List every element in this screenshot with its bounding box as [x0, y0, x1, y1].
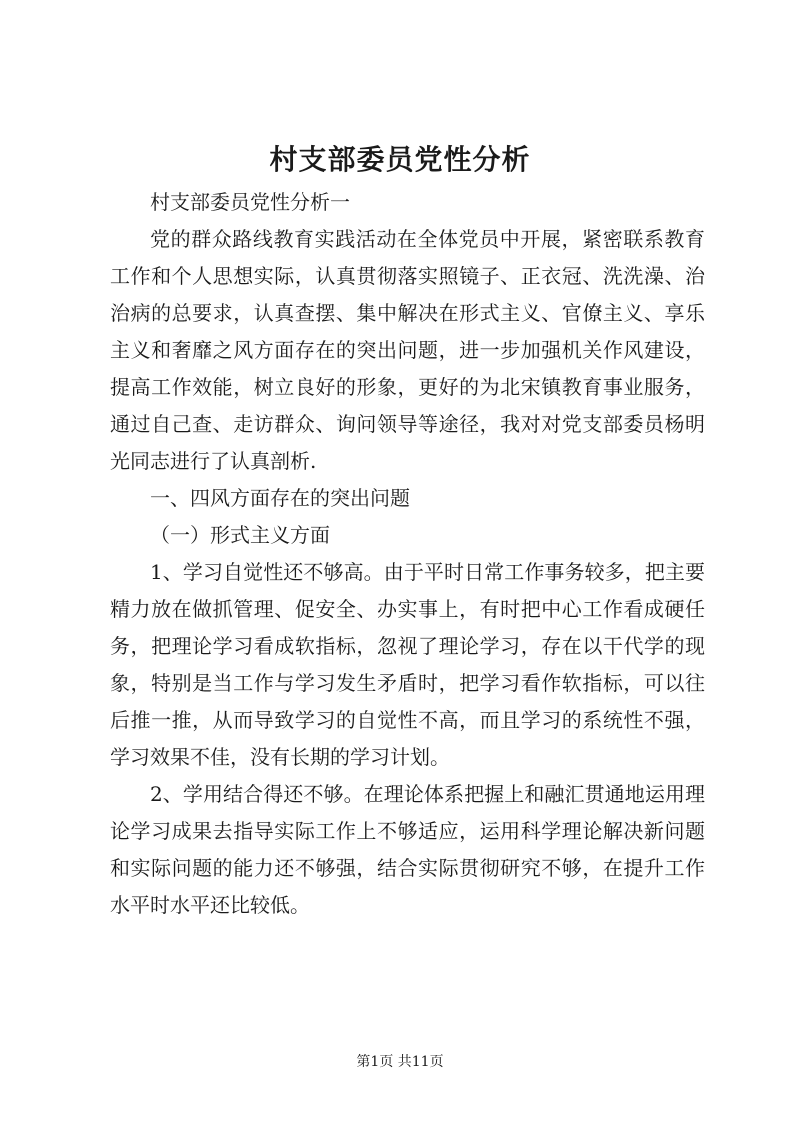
point-1-paragraph: 1、学习自觉性还不够高。由于平时日常工作事务较多，把主要精力放在做抓管理、促安全、办实事上，有时把中心工作看成硬任务，把理论学习看成软指标，忽视了理论学习，存在以干代学的现象，特别是当工作与学习发生矛盾时，把学习看作软指标，可以往后推一推，从而导致学习的自觉性不高，而且学习的系统性不强，学习效果不佳，没有长期的学习计划。 [110, 560, 705, 769]
subsection-heading: （一）形式主义方面 [150, 523, 330, 547]
document-body [110, 184, 705, 924]
page-title: 村支部委员党性分析 [269, 143, 531, 176]
page-footer: 第1页 共11页 [356, 1054, 444, 1070]
section-heading: 一、四风方面存在的突出问题 [150, 486, 410, 510]
subtitle-paragraph: 村支部委员党性分析一 [150, 190, 350, 214]
point-2-paragraph: 2、学用结合得还不够。在理论体系把握上和融汇贯通地运用理论学习成果去指导实际工作上不够适应，运用科学理论解决新问题和实际问题的能力还不够强，结合实际贯彻研究不够，在提升工作水平时水平还比较低。 [110, 782, 705, 917]
intro-paragraph: 党的群众路线教育实践活动在全体党员中开展，紧密联系教育工作和个人思想实际，认真贯彻落实照镜子、正衣冠、洗洗澡、治治病的总要求，认真查摆、集中解决在形式主义、官僚主义、享乐主义和奢靡之风方面存在的突出问题，进一步加强机关作风建设，提高工作效能，树立良好的形象，更好的为北宋镇教育事业服务，通过自己查、走访群众、询问领导等途径，我对对党支部委员杨明光同志进行了认真剖析. [110, 227, 705, 473]
